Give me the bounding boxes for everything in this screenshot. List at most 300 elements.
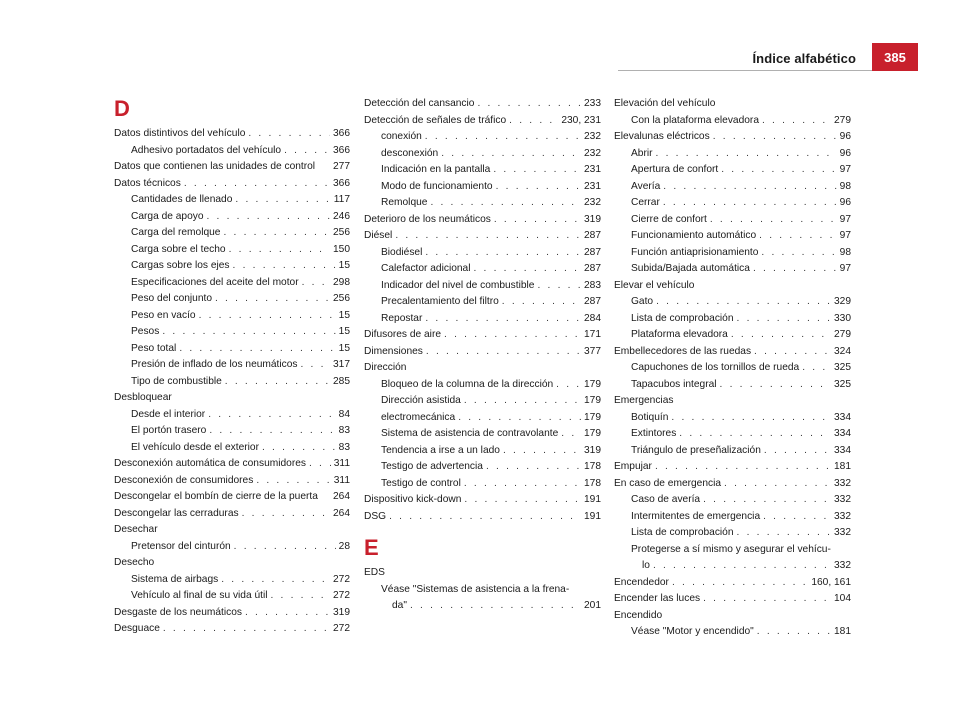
entry-term: Véase "Motor y encendido" [631, 626, 754, 637]
entry-term: Peso en vacío [131, 309, 196, 321]
dot-leader [235, 192, 330, 209]
entry-term: Cantidades de llenado [131, 194, 233, 205]
entry-term: Peso del conjunto [131, 293, 212, 304]
entry-page-number[interactable]: 98 [839, 180, 851, 192]
dot-leader [720, 377, 831, 394]
index-entry [114, 407, 350, 424]
index-entry [614, 426, 851, 443]
entry-term: Desgaste de los neumáticos [114, 606, 242, 618]
dot-leader [496, 179, 581, 196]
index-entry [114, 539, 350, 556]
entry-page-number[interactable]: 325 [834, 378, 851, 390]
index-entry [614, 558, 851, 575]
index-entry [614, 591, 851, 608]
dot-leader [395, 228, 581, 245]
entry-term: El portón trasero [131, 425, 207, 436]
entry-page-number[interactable]: 334 [834, 411, 851, 423]
entry-page-number[interactable]: 264 [333, 491, 350, 502]
index-entry [114, 324, 350, 341]
dot-leader [653, 558, 831, 575]
index-entry [114, 489, 350, 506]
index-heading: Véase "Sistemas de asistencia a la frena- [381, 583, 570, 595]
entry-page-number[interactable]: 179 [584, 378, 601, 390]
entry-term: Empujar [614, 461, 652, 472]
index-entry [364, 278, 601, 295]
dot-leader [759, 228, 837, 245]
entry-page-number[interactable]: 317 [333, 359, 350, 370]
index-heading: Desecho [114, 557, 155, 568]
dot-leader [207, 209, 331, 226]
dot-leader [656, 146, 837, 163]
index-column-2 [364, 96, 601, 615]
index-entry [364, 344, 601, 361]
dot-leader [163, 621, 330, 638]
dot-leader [426, 344, 581, 361]
index-entry [364, 96, 601, 113]
entry-term: Intermitentes de emergencia [631, 510, 761, 522]
index-entry [114, 242, 350, 259]
entry-page-number[interactable]: 283 [584, 279, 601, 291]
entry-page-number[interactable]: 179 [584, 428, 601, 439]
index-entry [364, 443, 601, 460]
entry-page-number[interactable]: 272 [333, 623, 350, 634]
entry-page-number[interactable]: 324 [834, 345, 851, 357]
entry-term: Calefactor adicional [381, 263, 471, 274]
entry-page-number[interactable]: 298 [333, 276, 350, 288]
index-heading: Elevar el vehículo [614, 279, 695, 291]
entry-term: Tipo de combustible [131, 375, 222, 387]
entry-page-number[interactable]: 231 [584, 180, 601, 192]
dot-leader [234, 539, 336, 556]
entry-page-number[interactable]: 201 [584, 600, 601, 611]
entry-page-number[interactable]: 233 [584, 98, 601, 109]
dot-leader [245, 605, 330, 622]
entry-page-number[interactable]: 15 [338, 342, 350, 354]
page-number-badge: 385 [872, 43, 918, 71]
dot-leader [663, 179, 836, 196]
entry-term: Desguace [114, 623, 160, 634]
dot-leader [503, 443, 581, 460]
index-heading: Dirección [364, 362, 407, 373]
dot-leader [663, 195, 837, 212]
dot-leader [493, 162, 581, 179]
index-entry [114, 126, 350, 143]
entry-page-number[interactable]: 97 [839, 230, 851, 241]
entry-term: Subida/Bajada automática [631, 263, 750, 274]
entry-page-number[interactable]: 191 [584, 494, 601, 505]
entry-page-number[interactable]: 181 [834, 461, 851, 472]
entry-page-number[interactable]: 15 [338, 309, 350, 321]
index-entry [114, 192, 350, 209]
entry-page-number[interactable]: 366 [333, 177, 350, 189]
dot-leader [425, 311, 581, 328]
dot-leader [464, 476, 581, 493]
dot-leader [671, 410, 831, 427]
index-entry [614, 311, 851, 328]
entry-term: Datos distintivos del vehículo [114, 128, 246, 139]
index-entry [114, 456, 350, 473]
entry-term: Testigo de advertencia [381, 461, 483, 472]
entry-page-number[interactable]: 332 [834, 560, 851, 571]
dot-leader [256, 473, 330, 490]
index-entry [614, 459, 851, 476]
entry-page-number[interactable]: 330 [834, 312, 851, 324]
entry-term: Gato [631, 296, 654, 307]
dot-leader [724, 476, 831, 493]
entry-term: Vehículo al final de su vida útil [131, 590, 268, 601]
entry-term: Repostar [381, 312, 423, 324]
entry-term: Dimensiones [364, 345, 423, 357]
entry-term: Descongelar las cerraduras [114, 507, 239, 519]
entry-term: El vehículo desde el exterior [131, 441, 259, 453]
entry-term: Plataforma elevadora [631, 329, 728, 340]
dot-leader [703, 591, 831, 608]
entry-term: Peso total [131, 342, 177, 354]
entry-term: Desconexión de consumidores [114, 474, 254, 486]
entry-term: Lista de comprobación [631, 527, 734, 538]
index-heading: Protegerse a sí mismo y asegurar el vehícu- [631, 543, 831, 555]
entry-page-number[interactable]: 84 [338, 408, 350, 420]
entry-page-number[interactable]: 319 [333, 606, 350, 618]
dot-leader [441, 146, 581, 163]
entry-page-number[interactable]: 287 [584, 296, 601, 307]
dot-leader [444, 327, 581, 344]
dot-leader [703, 492, 831, 509]
index-entry [614, 509, 851, 526]
index-entry [614, 245, 851, 262]
dot-leader [225, 374, 330, 391]
entry-term: lo [642, 560, 650, 571]
dot-leader [425, 245, 581, 262]
entry-page-number[interactable]: 15 [338, 326, 350, 337]
section-spacer [364, 525, 601, 535]
index-entry [614, 327, 851, 344]
dot-leader [737, 311, 831, 328]
entry-page-number[interactable]: 191 [584, 510, 601, 522]
entry-term: Presión de inflado de los neumáticos [131, 359, 298, 370]
entry-page-number[interactable]: 246 [333, 210, 350, 222]
header-title: Índice alfabético [752, 51, 856, 66]
entry-term: Datos que contienen las unidades de control [114, 161, 316, 172]
entry-term: Encendedor [614, 576, 669, 588]
entry-term: Bloqueo de la columna de la dirección [381, 378, 554, 390]
index-entry [364, 261, 601, 278]
entry-page-number[interactable]: 28 [338, 540, 350, 552]
dot-leader [209, 423, 335, 440]
index-entry [614, 624, 851, 641]
index-column-3 [614, 96, 851, 641]
entry-page-number[interactable]: 334 [834, 428, 851, 439]
dot-leader [763, 509, 831, 526]
index-entry [364, 195, 601, 212]
index-entry [364, 327, 601, 344]
entry-page-number[interactable]: 287 [584, 230, 601, 241]
entry-page-number[interactable]: 117 [333, 194, 350, 205]
index-entry [614, 261, 851, 278]
entry-page-number[interactable]: 232 [584, 131, 601, 142]
dot-leader [179, 341, 335, 358]
dot-leader [713, 129, 837, 146]
entry-term: Remolque [381, 197, 428, 208]
index-entry [364, 294, 601, 311]
entry-term: Desde el interior [131, 408, 206, 420]
entry-page-number[interactable]: 96 [839, 131, 851, 142]
dot-leader [731, 327, 831, 344]
entry-page-number[interactable]: 256 [333, 227, 350, 238]
entry-page-number[interactable]: 334 [834, 444, 851, 456]
index-heading: Emergencias [614, 395, 674, 406]
dot-leader [229, 242, 330, 259]
index-entry [614, 360, 851, 377]
entry-page-number[interactable]: 97 [839, 263, 851, 274]
entry-page-number[interactable]: 287 [584, 246, 601, 258]
dot-leader [242, 506, 330, 523]
entry-page-number[interactable]: 319 [584, 213, 601, 225]
index-entry [614, 179, 851, 196]
index-entry [114, 143, 350, 160]
entry-term: Desconexión automática de consumidores [114, 458, 306, 469]
entry-page-number[interactable]: 97 [839, 164, 851, 175]
entry-page-number[interactable]: 178 [584, 477, 601, 489]
entry-term: Tendencia a irse a un lado [381, 444, 500, 456]
entry-term: Descongelar el bombín de cierre de la puerta [114, 491, 318, 502]
dot-leader [215, 291, 330, 308]
index-heading: Elevación del vehículo [614, 98, 716, 109]
entry-term: Dirección asistida [381, 395, 461, 406]
index-entry [614, 212, 851, 229]
entry-term: Extintores [631, 428, 677, 439]
index-entry [364, 598, 601, 615]
dot-leader [301, 357, 331, 374]
dot-leader [284, 143, 330, 160]
dot-leader [464, 492, 581, 509]
dot-leader [309, 456, 331, 473]
entry-term: Cierre de confort [631, 213, 707, 225]
dot-leader [710, 212, 837, 229]
dot-leader [248, 126, 330, 143]
entry-page-number[interactable]: 285 [333, 375, 350, 387]
entry-term: Embellecedores de las ruedas [614, 345, 752, 357]
entry-term: Pesos [131, 326, 160, 337]
entry-page-number[interactable]: 96 [839, 197, 851, 208]
entry-term: Sistema de asistencia de contravolante [381, 428, 559, 439]
index-entry [114, 291, 350, 308]
entry-page-number[interactable]: 264 [333, 507, 350, 519]
entry-page-number[interactable]: 160, 161 [811, 576, 851, 588]
index-entry [114, 341, 350, 358]
index-entry [364, 459, 601, 476]
entry-term: da" [392, 600, 407, 611]
index-entry [364, 245, 601, 262]
entry-term: En caso de emergencia [614, 477, 722, 489]
index-entry [364, 377, 601, 394]
entry-term: DSG [364, 510, 387, 522]
entry-term: Especificaciones del aceite del motor [131, 276, 299, 288]
entry-page-number[interactable]: 287 [584, 263, 601, 274]
entry-page-number[interactable]: 179 [584, 395, 601, 406]
entry-term: Datos técnicos [114, 177, 181, 189]
entry-term: Encender las luces [614, 593, 701, 604]
entry-page-number[interactable]: 332 [834, 510, 851, 522]
entry-page-number[interactable]: 272 [333, 590, 350, 601]
dot-leader [656, 294, 831, 311]
entry-page-number[interactable]: 277 [333, 161, 350, 172]
index-entry [114, 506, 350, 523]
index-entry [114, 159, 350, 176]
entry-term: Botiquín [631, 411, 669, 423]
entry-page-number[interactable]: 232 [584, 197, 601, 208]
index-entry [114, 209, 350, 226]
entry-page-number[interactable]: 230, 231 [561, 114, 601, 126]
dot-leader [737, 525, 831, 542]
index-entry [364, 426, 601, 443]
entry-page-number[interactable]: 311 [333, 474, 350, 486]
dot-leader [223, 225, 330, 242]
entry-term: Con la plataforma elevadora [631, 114, 759, 126]
entry-term: Testigo de control [381, 477, 461, 489]
entry-page-number[interactable]: 279 [834, 114, 851, 126]
header-rule [618, 70, 872, 71]
entry-page-number[interactable]: 104 [834, 593, 851, 604]
entry-page-number[interactable]: 325 [834, 362, 851, 373]
entry-page-number[interactable]: 366 [333, 128, 350, 139]
entry-page-number[interactable]: 366 [333, 144, 350, 156]
index-entry [614, 443, 851, 460]
entry-term: Pretensor del cinturón [131, 540, 231, 552]
entry-page-number[interactable]: 83 [338, 425, 350, 436]
dot-leader [764, 443, 831, 460]
entry-page-number[interactable]: 15 [338, 260, 350, 271]
dot-leader [233, 258, 336, 275]
entry-page-number[interactable]: 150 [333, 243, 350, 255]
index-entry [364, 129, 601, 146]
index-entry [114, 440, 350, 457]
index-entry [614, 294, 851, 311]
entry-page-number[interactable]: 284 [584, 312, 601, 324]
entry-term: Biodiésel [381, 246, 423, 258]
index-entry [364, 212, 601, 229]
dot-leader [477, 96, 581, 113]
entry-term: Indicador del nivel de combustible [381, 279, 535, 291]
entry-page-number[interactable]: 181 [834, 626, 851, 637]
entry-page-number[interactable]: 272 [333, 573, 350, 585]
entry-page-number[interactable]: 98 [839, 246, 851, 258]
entry-page-number[interactable]: 96 [839, 147, 851, 159]
index-entry [614, 377, 851, 394]
dot-leader [262, 440, 336, 457]
entry-page-number[interactable]: 178 [584, 461, 601, 472]
entry-term: Carga de apoyo [131, 210, 204, 222]
entry-term: Modo de funcionamiento [381, 180, 493, 192]
dot-leader [753, 261, 837, 278]
dot-leader [271, 588, 331, 605]
index-entry [364, 509, 601, 526]
dot-leader [221, 572, 330, 589]
dot-leader [208, 407, 335, 424]
dot-leader [762, 113, 831, 130]
index-entry [364, 179, 601, 196]
index-entry [614, 344, 851, 361]
entry-term: Triángulo de preseñalización [631, 444, 761, 456]
entry-term: Capuchones de los tornillos de rueda [631, 362, 800, 373]
dot-leader [802, 360, 831, 377]
entry-term: Carga sobre el techo [131, 243, 226, 255]
entry-term: Abrir [631, 147, 653, 159]
index-entry [114, 308, 350, 325]
dot-leader [302, 275, 330, 292]
index-entry [614, 492, 851, 509]
entry-term: Indicación en la pantalla [381, 164, 491, 175]
index-entry [614, 575, 851, 592]
index-column-1 [114, 96, 350, 638]
entry-page-number[interactable]: 377 [584, 345, 601, 357]
entry-page-number[interactable]: 329 [834, 296, 851, 307]
index-entry [114, 572, 350, 589]
entry-term: desconexión [381, 147, 439, 159]
entry-page-number[interactable]: 171 [584, 329, 601, 340]
entry-term: Carga del remolque [131, 227, 221, 238]
index-entry [364, 113, 601, 130]
entry-term: Precalentamiento del filtro [381, 296, 499, 307]
dot-leader [425, 129, 581, 146]
entry-term: Elevalunas eléctricos [614, 131, 710, 142]
index-entry [114, 176, 350, 193]
entry-term: Detección de señales de tráfico [364, 114, 507, 126]
entry-term: Dispositivo kick-down [364, 494, 462, 505]
dot-leader [410, 598, 581, 615]
index-entry [114, 225, 350, 242]
dot-leader [464, 393, 581, 410]
index-entry [364, 228, 601, 245]
entry-term: Difusores de aire [364, 329, 442, 340]
dot-leader [430, 195, 581, 212]
index-entry [364, 146, 601, 163]
entry-page-number[interactable]: 179 [584, 411, 601, 423]
entry-page-number[interactable]: 83 [338, 441, 350, 453]
page-header [0, 0, 960, 72]
entry-page-number[interactable]: 279 [834, 329, 851, 340]
index-entry [114, 621, 350, 638]
entry-term: Deterioro de los neumáticos [364, 213, 491, 225]
entry-page-number[interactable]: 231 [584, 164, 601, 175]
entry-term: Cargas sobre los ejes [131, 260, 230, 271]
index-entry [114, 258, 350, 275]
entry-page-number[interactable]: 332 [834, 527, 851, 538]
index-entry [614, 525, 851, 542]
entry-page-number[interactable]: 319 [584, 444, 601, 456]
index-entry [114, 423, 350, 440]
entry-term: Diésel [364, 230, 393, 241]
entry-page-number[interactable]: 232 [584, 147, 601, 159]
entry-page-number[interactable]: 332 [834, 477, 851, 489]
entry-page-number[interactable]: 97 [839, 213, 851, 225]
index-entry [614, 228, 851, 245]
index-entry [614, 146, 851, 163]
index-entry [614, 476, 851, 493]
entry-term: Avería [631, 180, 661, 192]
entry-term: Funcionamiento automático [631, 230, 757, 241]
entry-page-number[interactable]: 311 [333, 458, 350, 469]
dot-leader [502, 294, 581, 311]
dot-leader [473, 261, 581, 278]
dot-leader [486, 459, 581, 476]
entry-term: Cerrar [631, 197, 660, 208]
entry-term: Tapacubos integral [631, 378, 717, 390]
entry-page-number[interactable]: 256 [333, 293, 350, 304]
index-heading: Desechar [114, 524, 158, 535]
index-entry [114, 605, 350, 622]
entry-page-number[interactable]: 332 [834, 494, 851, 505]
